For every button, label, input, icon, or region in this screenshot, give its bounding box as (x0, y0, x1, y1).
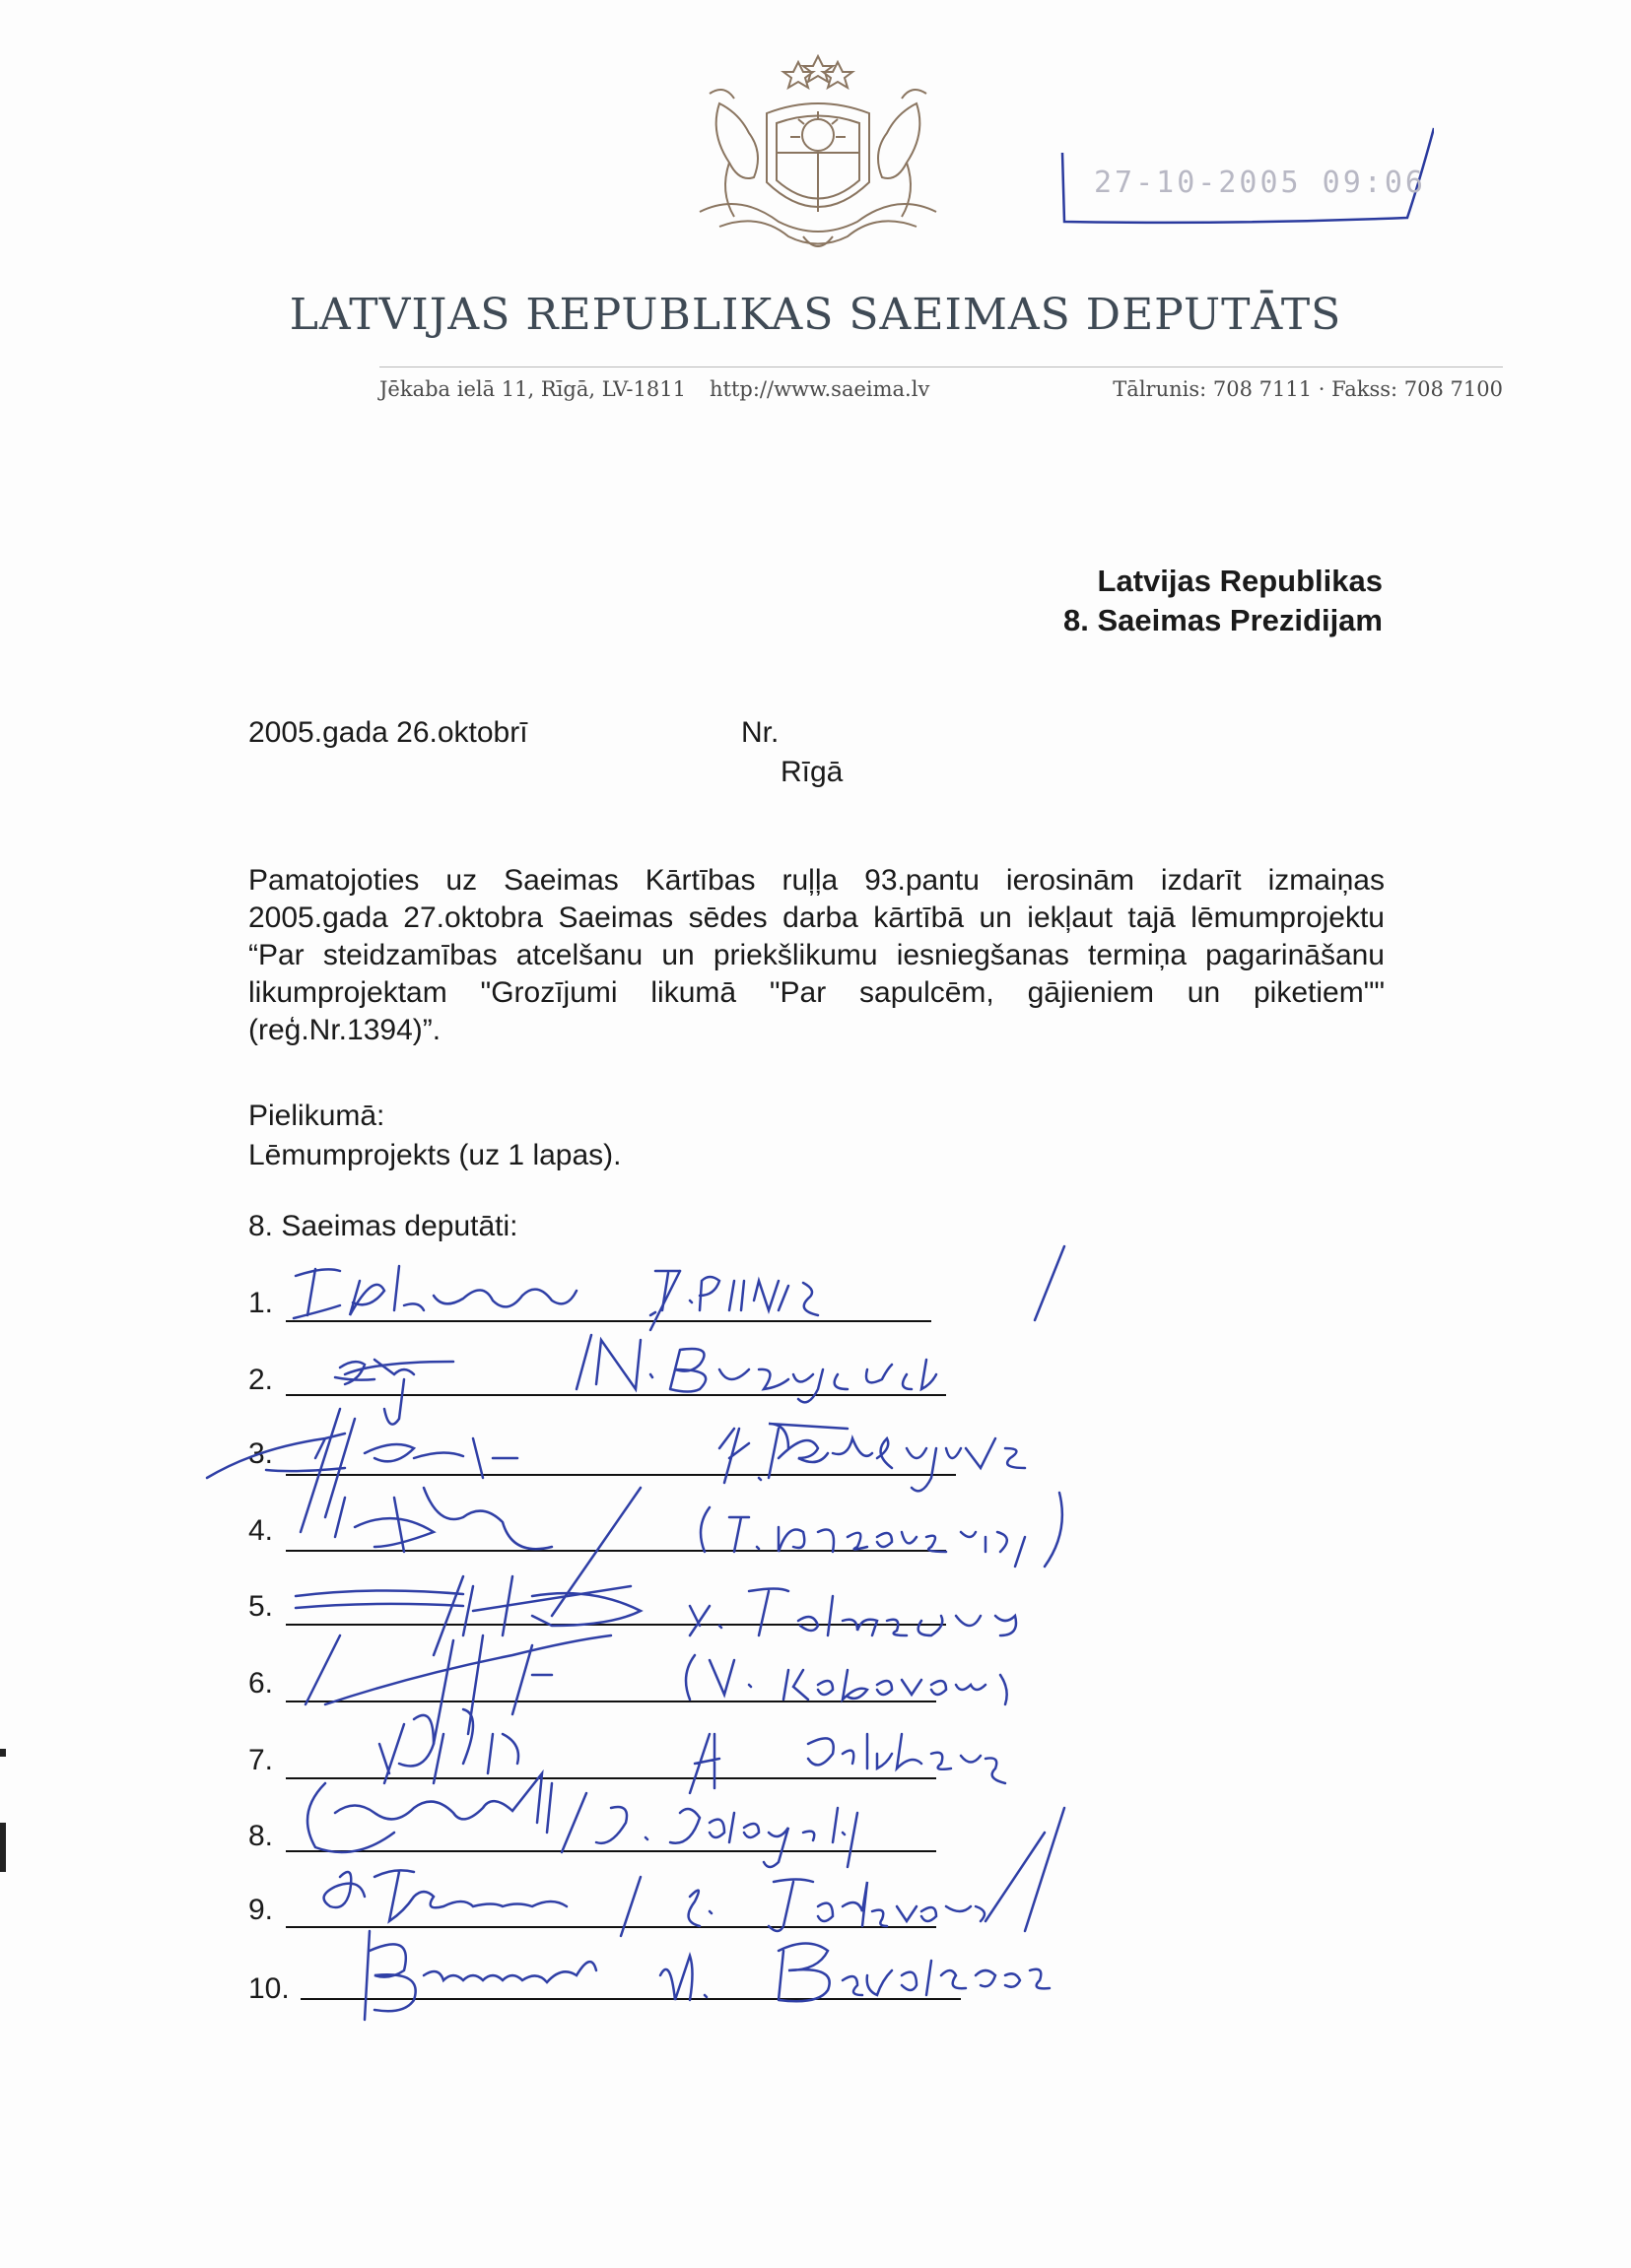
signature-line (301, 1998, 961, 2000)
scan-edge-mark (0, 1749, 6, 1757)
letterhead-website: http://www.saeima.lv (710, 377, 930, 401)
letterhead-phone-fax: Tālrunis: 708 7111 · Fakss: 708 7100 (1113, 377, 1503, 401)
signature-line (286, 1550, 946, 1552)
signature-number: 1. (248, 1287, 274, 1319)
letterhead-title: LATVIJAS REPUBLIKAS SAEIMAS DEPUTĀTS (289, 290, 1342, 340)
letterhead-address: Jēkaba ielā 11, Rīgā, LV-1811 (379, 377, 686, 401)
deputies-label: 8. Saeimas deputāti: (248, 1210, 518, 1242)
signature-number: 9. (248, 1894, 274, 1926)
signature-line (286, 1474, 956, 1476)
letter-body: Pamatojoties uz Saeimas Kārtības ruļļa 93.pantu ierosinām izdarīt izmaiņas 2005.gada 27.oktobra Saeimas sēdes darba kārtībā un iekļaut tajā lēmumprojektu “Par steidzamības atcelšanu un priekšlikumu iesniegšanas termiņa pagarināšanu likumprojektam "Grozījumi likumā "Par sapulcēm, gājieniem un piketiem"" (reģ.Nr.1394)”. (248, 864, 1385, 1046)
signature-line (286, 1777, 936, 1779)
received-stamp-text: 27-10-2005 09:06 (1094, 166, 1426, 200)
letter-date: 2005.gada 26.oktobrī (248, 716, 528, 749)
signature-number: 6. (248, 1667, 274, 1700)
signature-line (286, 1624, 946, 1626)
coat-of-arms-emblem (680, 54, 956, 261)
attachment-text: Lēmumprojekts (uz 1 lapas). (248, 1139, 622, 1171)
signature-number: 2. (248, 1364, 274, 1396)
signature-number: 10. (248, 1972, 290, 2005)
signature-line (286, 1320, 931, 1322)
signature-line (286, 1850, 936, 1852)
signature-line (286, 1394, 946, 1396)
recipient-line-1: Latvijas Republikas (1097, 564, 1383, 598)
recipient-block (1063, 562, 1383, 640)
scan-edge-mark (0, 1823, 6, 1872)
attachment-label: Pielikumā: (248, 1100, 385, 1132)
signature-number: 5. (248, 1590, 274, 1623)
letter-city: Rīgā (781, 756, 844, 788)
signature-number: 3. (248, 1437, 274, 1470)
signature-number: 8. (248, 1820, 274, 1852)
signature-line (286, 1701, 936, 1702)
signature-number: 7. (248, 1744, 274, 1776)
letter-number-label: Nr. (741, 716, 780, 749)
signature-number: 4. (248, 1514, 274, 1547)
signature-line (286, 1926, 936, 1928)
recipient-line-2: 8. Saeimas Prezidijam (1063, 603, 1383, 637)
